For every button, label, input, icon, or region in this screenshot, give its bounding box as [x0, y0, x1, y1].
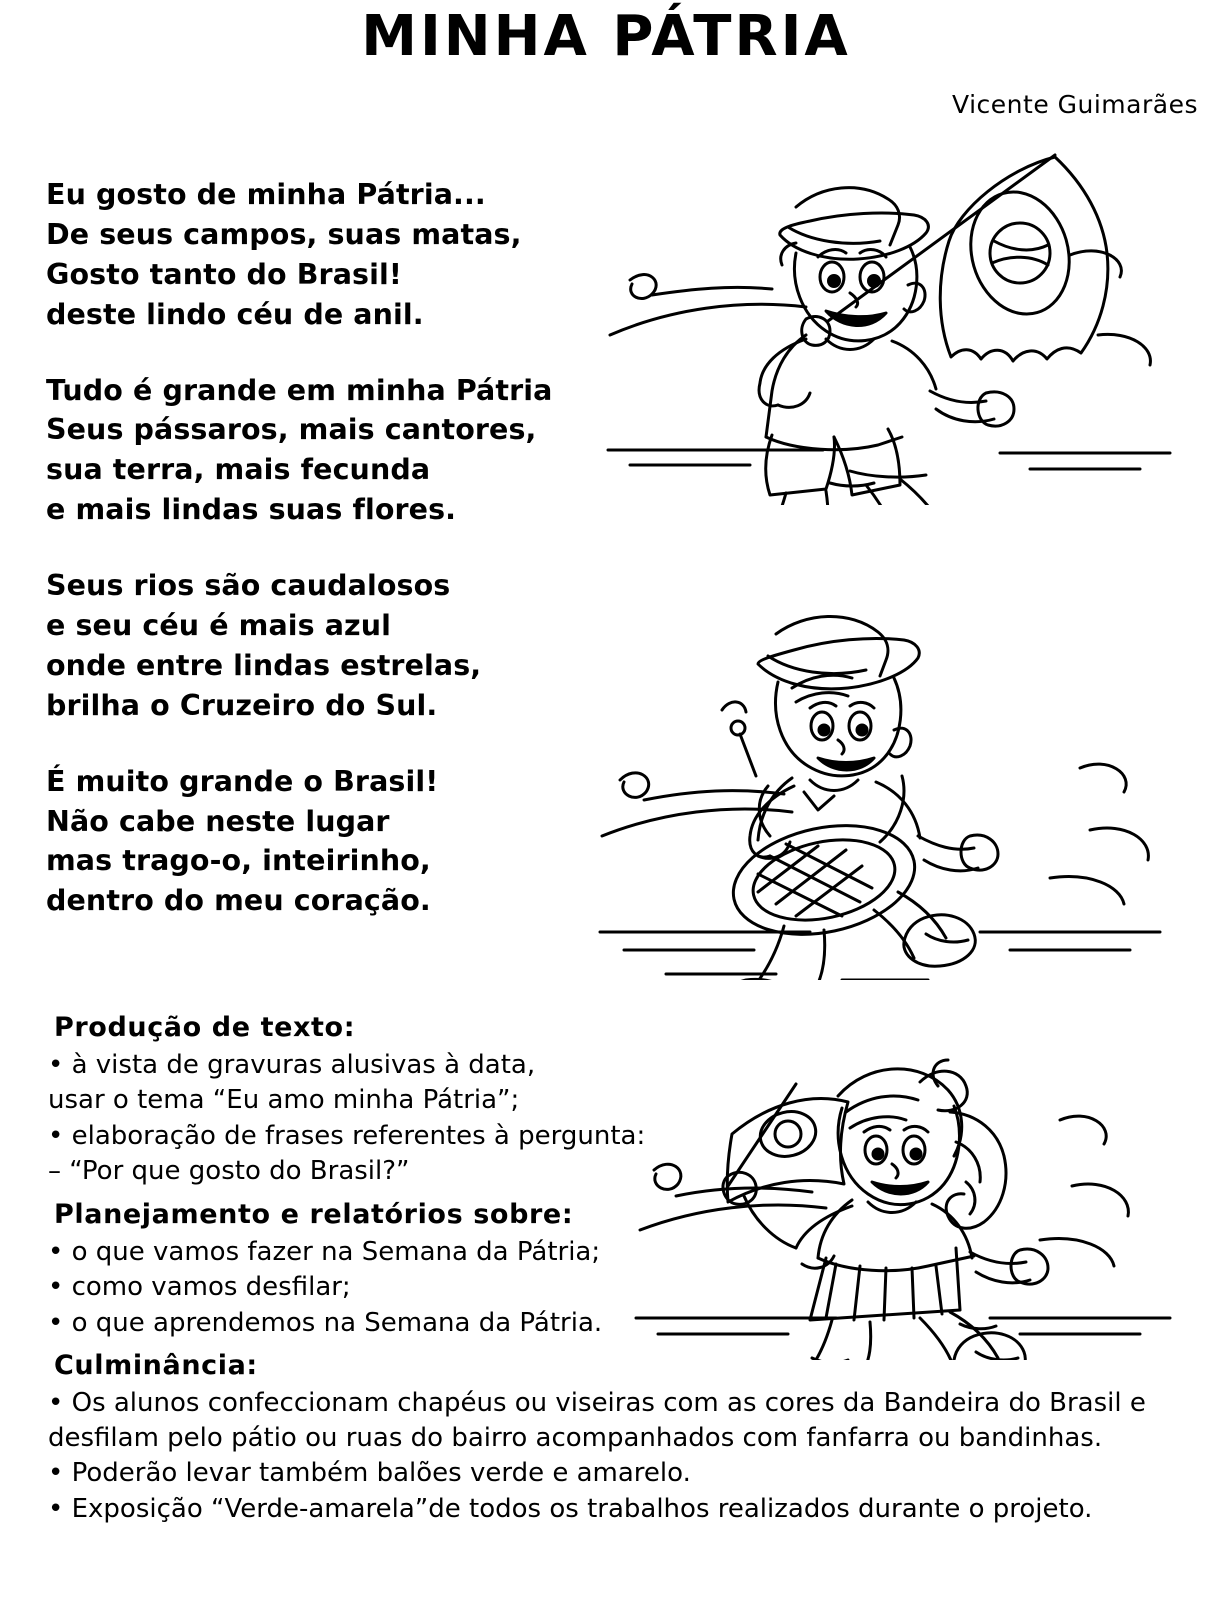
producao-item: usar o tema “Eu amo minha Pátria”;: [48, 1085, 520, 1116]
poem-stanza: [46, 762, 606, 922]
poem-line: De seus campos, suas matas,: [46, 217, 522, 251]
planejamento-item: • o que aprendemos na Semana da Pátria.: [48, 1307, 603, 1338]
illustration-boy-with-brazilian-flag: [600, 135, 1180, 505]
culminancia-item: • Os alunos confeccionam chapéus ou viseiras com as cores da Bandeira do Brasil e desfilam pelo pátio ou ruas do bairro acompanhados com fanfarra ou bandinhas.: [48, 1387, 1146, 1453]
producao-item: • à vista de gravuras alusivas à data,: [48, 1049, 536, 1080]
culminancia-item: • Exposição “Verde-amarela”de todos os trabalhos realizados durante o projeto.: [48, 1493, 1093, 1524]
poem: [46, 175, 606, 957]
poem-stanza: [46, 175, 606, 335]
illustration-boy-playing-drum: [580, 580, 1180, 980]
page-title: MINHA PÁTRIA: [361, 4, 851, 69]
poem-line: e seu céu é mais azul: [46, 609, 392, 643]
planejamento-item: • como vamos desfilar;: [48, 1272, 351, 1303]
poem-stanza: [46, 566, 606, 726]
planejamento-heading: Planejamento e relatórios sobre:: [54, 1198, 574, 1230]
poem-line: sua terra, mais fecunda: [46, 453, 431, 487]
poem-stanza: [46, 371, 606, 531]
poem-line: dentro do meu coração.: [46, 884, 431, 918]
poem-line: Eu gosto de minha Pátria...: [46, 178, 486, 211]
poem-line: Seus rios são caudalosos: [46, 569, 451, 603]
poem-line: deste lindo céu de anil.: [46, 297, 424, 331]
author-credit: Vicente Guimarães: [952, 90, 1198, 119]
culminancia-item: • Poderão levar também balões verde e amarelo.: [48, 1458, 691, 1489]
culminancia-heading: Culminância:: [54, 1350, 258, 1382]
poem-line: onde entre lindas estrelas,: [46, 648, 482, 682]
poem-line: Não cabe neste lugar: [46, 804, 390, 838]
planejamento-item: • o que vamos fazer na Semana da Pátria;: [48, 1236, 601, 1267]
producao-item: – “Por que gosto do Brasil?”: [48, 1156, 410, 1187]
producao-heading: Produção de texto:: [54, 1012, 356, 1043]
illustration-girl-with-small-flag: [620, 1000, 1180, 1360]
poem-line: Tudo é grande em minha Pátria: [46, 373, 553, 407]
poem-line: brilha o Cruzeiro do Sul.: [46, 688, 438, 722]
poem-line: Seus pássaros, mais cantores,: [46, 413, 537, 447]
poem-line: É muito grande o Brasil!: [46, 764, 439, 798]
poem-line: mas trago-o, inteirinho,: [46, 844, 431, 878]
poem-line: Gosto tanto do Brasil!: [46, 257, 402, 291]
poem-line: e mais lindas suas flores.: [46, 493, 457, 527]
producao-item: • elaboração de frases referentes à pergunta:: [48, 1120, 646, 1151]
